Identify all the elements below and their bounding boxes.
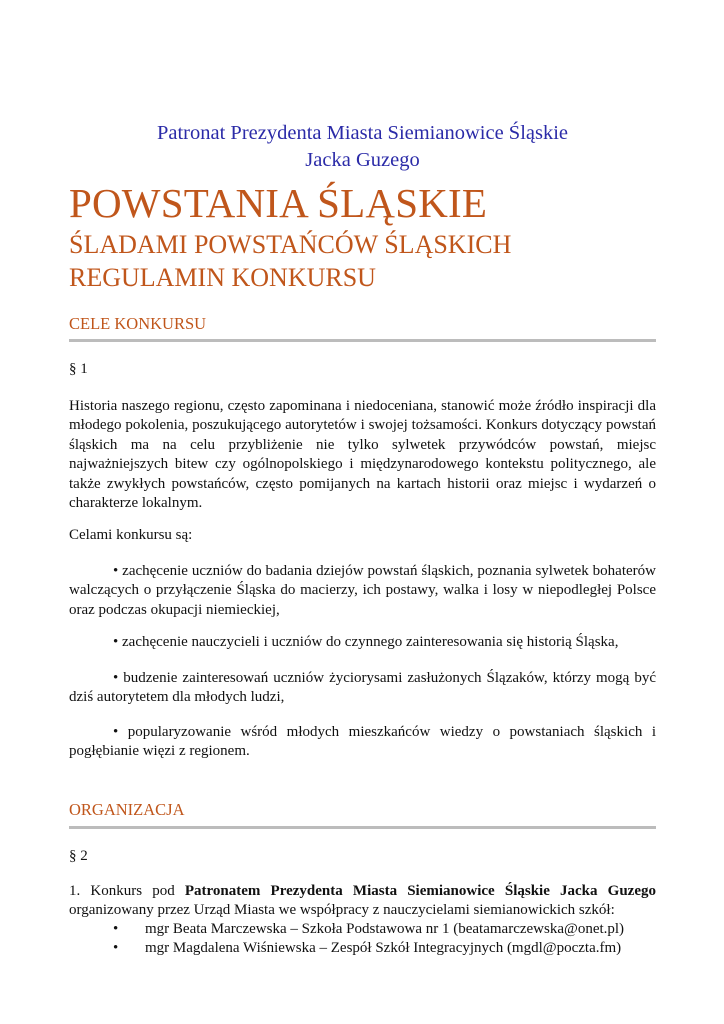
intro-paragraph: Historia naszego regionu, często zapominana i niedoceniana, stanowić może źródło inspiracji dla młodego pokolenia, poszukującego autorytetów i swojej tożsamości. Konkurs dotyczący powstań śląskich ma na celu przybliżenie nie tylko sylwetek przywódców powstań, miejsc najważniejszych bitew czy ogólnopolskiego i międzynarodowego kontekstu politycznego, ale także zwykłych powstańców, często pomijanych na kartach historii oraz miejsc i wydarzeń o charakterze lokalnym. [69, 398, 656, 512]
goal-item: • popularyzowanie wśród młodych mieszkańców wiedzy o powstaniach śląskich i pogłębianie więzi z regionem. [69, 724, 656, 760]
patronage-line-1: Patronat Prezydenta Miasta Siemianowice Śląskie [156, 122, 569, 144]
goal-item: • zachęcenie nauczycieli i uczniów do czynnego zainteresowania się historią Śląska, [113, 634, 619, 650]
goal-item: • zachęcenie uczniów do badania dziejów powstań śląskich, poznania sylwetek bohaterów walczących o przyłączenie Śląska do macierzy, ich postawy, walka i losy w niepodległej Polsce oraz podczas okupacji niemieckiej, [69, 563, 656, 618]
organizer-item: • mgr Beata Marczewska – Szkoła Podstawowa nr 1 (beatamarczewska@onet.pl) [113, 921, 625, 937]
organization-item-1: 1. Konkurs pod Patronatem Prezydenta Miasta Siemianowice Śląskie Jacka Guzego organizowany przez Urząd Miasta we współpracy z nauczycielami siemianowickich szkół: [69, 883, 656, 919]
paragraph-number-1: § 1 [69, 361, 88, 377]
section-divider [69, 826, 656, 829]
document-subtitle-2: REGULAMIN KONKURSU [69, 263, 376, 292]
goals-label: Celami konkursu są: [69, 527, 193, 543]
paragraph-number-2: § 2 [69, 848, 88, 864]
section-heading-goals: CELE KONKURSU [69, 314, 207, 333]
document-title: POWSTANIA ŚLĄSKIE [69, 180, 488, 226]
patronage-bold-text: Patronatem Prezydenta Miasta Siemianowice Śląskie Jacka Guzego [184, 883, 656, 899]
organizer-item: • mgr Magdalena Wiśniewska – Zespół Szkół Integracyjnych (mgdl@poczta.fm) [113, 940, 622, 956]
section-heading-organization: ORGANIZACJA [69, 800, 185, 819]
section-divider [69, 339, 656, 342]
goal-item: • budzenie zainteresowań uczniów życiorysami zasłużonych Ślązaków, którzy mogą być dziś autorytetem dla młodych ludzi, [69, 670, 656, 706]
document-subtitle-1: ŚLADAMI POWSTAŃCÓW ŚLĄSKICH [69, 230, 512, 259]
patronage-line-2: Jacka Guzego [305, 149, 420, 171]
